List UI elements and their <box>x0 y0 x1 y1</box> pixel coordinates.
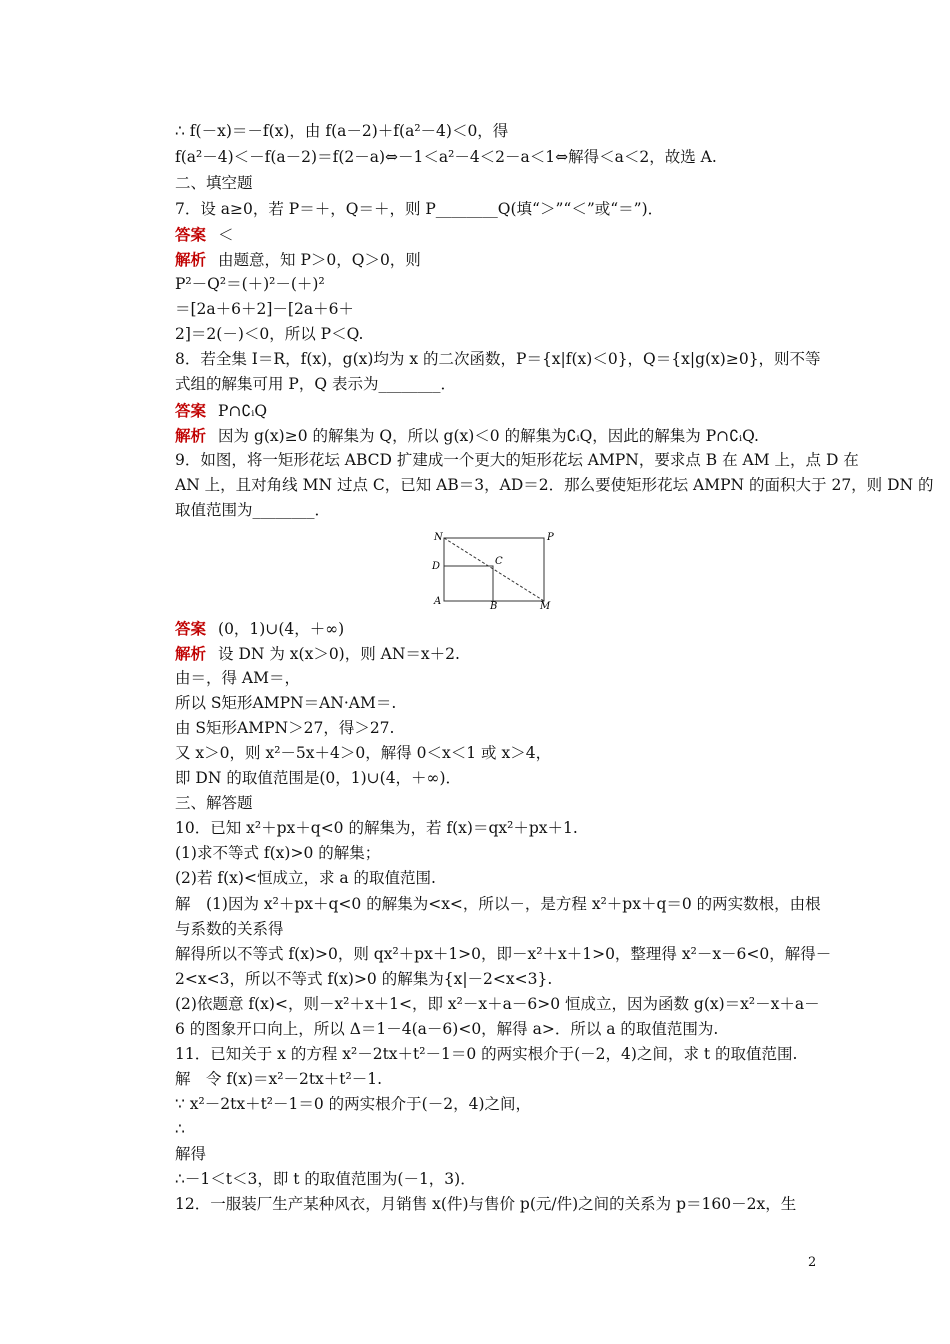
text-line: f(a²－4)＜－f(a－2)＝f(2－a)⇔－1＜a²－4＜2－a＜1⇔解得＜a＜2，故选 A. <box>175 148 717 166</box>
answer-text: (0，1)∪(4，＋∞) <box>218 620 345 638</box>
inner-rectangle <box>444 566 493 601</box>
question-9: 9．如图，将一矩形花坛 ABCD 扩建成一个更大的矩形花坛 AMPN，要求点 B 在 AM 上，点 D 在 <box>175 451 859 469</box>
diagonal-line <box>444 538 544 601</box>
text-line: 由＝，得 AM＝， <box>175 669 300 687</box>
explanation-tag: 解析 <box>175 426 207 445</box>
solution-line: 6 的图象开口向上，所以 Δ＝1－4(a－6)<0，解得 a>．所以 a 的取值范围为. <box>175 1020 719 1038</box>
question-7: 7．设 a≥0，若 P＝＋，Q＝＋，则 P________Q(填“＞”“＜”或“＝”)． <box>175 200 664 218</box>
question-10: 10．已知 x²＋px＋q<0 的解集为，若 f(x)＝qx²＋px＋1. <box>175 819 578 837</box>
text-line: 由 S矩形AMPN＞27，得＞27. <box>175 719 395 737</box>
explanation-text: 设 DN 为 x(x＞0)，则 AN＝x＋2. <box>218 645 460 663</box>
solution-line: 解得 <box>175 1145 207 1163</box>
question-9-cont: AN 上，且对角线 MN 过点 C，已知 AB＝3，AD＝2．那么要使矩形花坛 AMPN 的面积大于 27，则 DN 的 <box>175 476 934 494</box>
solution-line: 解 (1)因为 x²＋px＋q<0 的解集为<x<，所以－，是方程 x²＋px＋q＝0 的两实数根，由根 <box>175 895 821 913</box>
text-line: ＝[2a＋6＋2]－[2a＋6＋ <box>175 300 354 318</box>
text-line: 2]＝2(－)＜0，所以 P＜Q. <box>175 325 364 343</box>
solution-line: 2<x<3，所以不等式 f(x)>0 的解集为{x|－2<x<3}. <box>175 970 553 988</box>
answer-tag: 答案 <box>175 401 207 420</box>
explanation-7 <box>175 247 421 272</box>
answer-text: P∩∁ᵢQ <box>218 402 268 420</box>
text-line: P²－Q²＝(＋)²－(＋)² <box>175 275 325 293</box>
text-line: 即 DN 的取值范围是(0，1)∪(4，＋∞)． <box>175 769 462 787</box>
answer-text: ＜ <box>218 226 234 244</box>
solution-line: 与系数的关系得 <box>175 920 284 938</box>
label-m: M <box>540 601 551 610</box>
answer-tag: 答案 <box>175 225 207 244</box>
answer-9 <box>175 616 344 641</box>
solution-line: ∵ x²－2tx＋t²－1＝0 的两实根介于(－2，4)之间， <box>175 1095 531 1113</box>
page-number: 2 <box>808 1255 817 1270</box>
question-9-cont: 取值范围为________． <box>175 501 331 519</box>
label-c: C <box>495 556 503 567</box>
text-line: 所以 S矩形AMPN＝AN·AM＝. <box>175 694 397 712</box>
explanation-8 <box>175 423 759 448</box>
solution-line: 解得所以不等式 f(x)>0，则 qx²＋px＋1>0，即－x²＋x＋1>0，整理得 x²－x－6<0，解得－ <box>175 945 832 963</box>
question-12: 12．一服装厂生产某种风衣，月销售 x(件)与售价 p(元/件)之间的关系为 p＝160－2x，生 <box>175 1195 797 1213</box>
question-11: 11．已知关于 x 的方程 x²－2tx＋t²－1＝0 的两实根介于(－2，4)之间，求 t 的取值范围. <box>175 1045 798 1063</box>
answer-tag: 答案 <box>175 619 207 638</box>
text-line: 又 x＞0，则 x²－5x＋4＞0，解得 0＜x＜1 或 x＞4， <box>175 744 552 762</box>
question-8-cont: 式组的解集可用 P，Q 表示为________． <box>175 375 456 393</box>
section-heading: 二、填空题 <box>175 174 253 192</box>
label-n: N <box>434 532 443 543</box>
text-line: ∴ f(－x)＝－f(x)，由 f(a－2)＋f(a²－4)＜0，得 <box>175 122 509 140</box>
solution-line: 解 令 f(x)＝x²－2tx＋t²－1. <box>175 1070 383 1088</box>
answer-8 <box>175 398 267 423</box>
rectangle-figure <box>420 528 560 610</box>
label-d: D <box>432 561 441 572</box>
solution-line: (2)依题意 f(x)<，则－x²＋x＋1<，即 x²－x＋a－6>0 恒成立，因为函数 g(x)＝x²－x＋a－ <box>175 995 820 1013</box>
explanation-9 <box>175 641 460 666</box>
question-8: 8．若全集 I＝R，f(x)，g(x)均为 x 的二次函数，P＝{x|f(x)＜0}，Q＝{x|g(x)≥0}，则不等 <box>175 350 821 368</box>
answer-7 <box>175 222 234 247</box>
explanation-text: 由题意，知 P＞0，Q＞0，则 <box>218 251 421 269</box>
explanation-tag: 解析 <box>175 250 207 269</box>
explanation-text: 因为 g(x)≥0 的解集为 Q，所以 g(x)＜0 的解集为∁ᵢQ，因此的解集为 P∩∁ᵢQ. <box>218 427 759 445</box>
solution-line: ∴ <box>175 1120 185 1138</box>
label-b: B <box>490 601 498 610</box>
label-p: P <box>547 532 554 543</box>
label-a: A <box>434 596 442 607</box>
section-heading: 三、解答题 <box>175 794 253 812</box>
text-line: (1)求不等式 f(x)>0 的解集； <box>175 844 381 862</box>
text-line: (2)若 f(x)<恒成立，求 a 的取值范围. <box>175 869 436 887</box>
explanation-tag: 解析 <box>175 644 207 663</box>
solution-line: ∴－1＜t＜3，即 t 的取值范围为(－1，3)． <box>175 1170 476 1188</box>
